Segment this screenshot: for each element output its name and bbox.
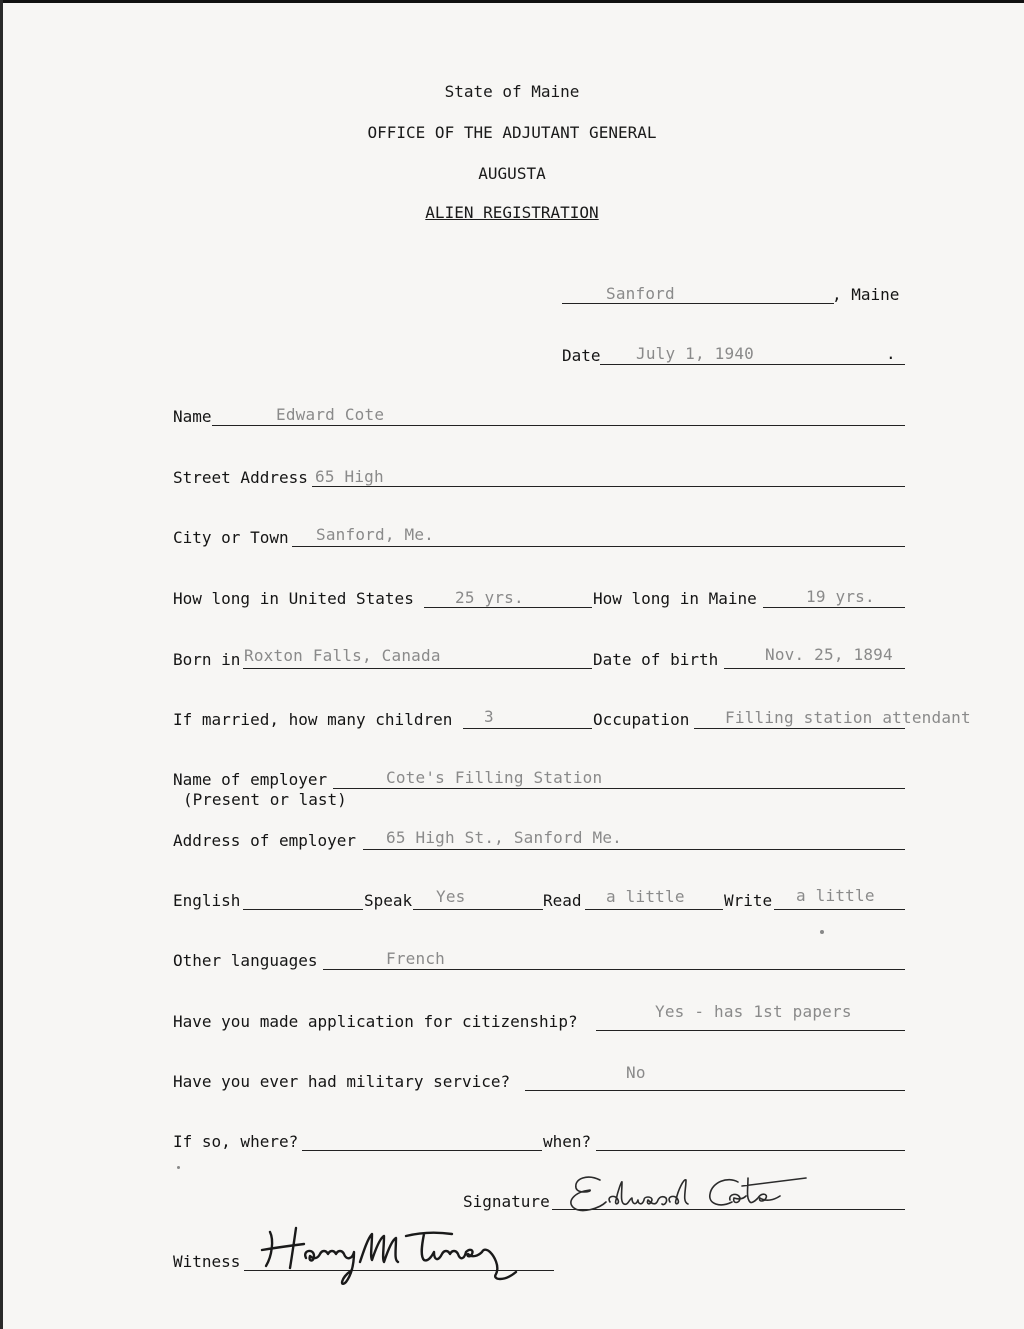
where-label: If so, where? xyxy=(173,1132,299,1151)
maine-years-label: How long in Maine xyxy=(593,589,757,608)
location-suffix: , Maine xyxy=(832,285,900,304)
employer-address-label: Address of employer xyxy=(173,831,357,850)
us-years-line xyxy=(424,607,592,608)
read-line xyxy=(585,909,723,910)
ink-speck xyxy=(820,930,824,934)
location-value: Sanford xyxy=(606,284,675,303)
born-value: Roxton Falls, Canada xyxy=(244,646,441,665)
military-line xyxy=(525,1090,905,1091)
occupation-label: Occupation xyxy=(593,710,690,729)
write-value: a little xyxy=(796,886,875,905)
children-label: If married, how many children xyxy=(173,710,453,729)
write-line xyxy=(774,909,905,910)
city-value: Sanford, Me. xyxy=(316,525,434,544)
date-line xyxy=(600,364,905,365)
city-label: City or Town xyxy=(173,528,289,547)
birth-date-line xyxy=(724,668,905,669)
write-label: Write xyxy=(724,891,773,910)
speak-label: Speak xyxy=(364,891,413,910)
citizenship-value: Yes - has 1st papers xyxy=(655,1002,852,1021)
birth-date-label: Date of birth xyxy=(593,650,719,669)
date-label: Date xyxy=(562,346,601,365)
name-line xyxy=(212,425,905,426)
when-line xyxy=(596,1150,905,1151)
occupation-line xyxy=(694,728,905,729)
name-label: Name xyxy=(173,407,212,426)
street-label: Street Address xyxy=(173,468,308,487)
header-city: AUGUSTA xyxy=(478,164,546,183)
us-years-label: How long in United States xyxy=(173,589,414,608)
location-line xyxy=(562,303,834,304)
born-label: Born in xyxy=(173,650,241,669)
date-value: July 1, 1940 xyxy=(636,344,754,363)
ink-speck-2 xyxy=(177,1166,180,1169)
employer-address-value: 65 High St., Sanford Me. xyxy=(386,828,622,847)
military-label: Have you ever had military service? xyxy=(173,1072,511,1091)
date-end: . xyxy=(886,344,896,363)
where-line xyxy=(302,1150,542,1151)
citizenship-line xyxy=(596,1030,905,1031)
military-value: No xyxy=(626,1063,646,1082)
employer-label: Name of employer xyxy=(173,770,328,789)
other-languages-value: French xyxy=(386,949,445,968)
english-line xyxy=(243,909,363,910)
header-state: State of Maine xyxy=(444,82,580,101)
children-value: 3 xyxy=(484,707,494,726)
employer-value: Cote's Filling Station xyxy=(386,768,603,787)
born-line xyxy=(243,668,592,669)
employer-address-line xyxy=(363,849,905,850)
when-label: when? xyxy=(543,1132,592,1151)
header-office: OFFICE OF THE ADJUTANT GENERAL xyxy=(367,123,657,142)
maine-years-value: 19 yrs. xyxy=(806,587,875,606)
other-languages-line xyxy=(323,969,905,970)
city-line xyxy=(292,546,905,547)
citizenship-label: Have you made application for citizenship? xyxy=(173,1012,578,1031)
employer-line xyxy=(333,788,905,789)
birth-date-value: Nov. 25, 1894 xyxy=(765,645,893,664)
children-line xyxy=(463,728,592,729)
other-languages-label: Other languages xyxy=(173,951,318,970)
read-label: Read xyxy=(543,891,582,910)
us-years-value: 25 yrs. xyxy=(455,588,524,607)
english-label: English xyxy=(173,891,241,910)
maine-years-line xyxy=(763,607,905,608)
employer-sublabel: (Present or last) xyxy=(183,790,347,809)
scan-edge-left xyxy=(0,0,3,1329)
occupation-value: Filling station attendant xyxy=(725,708,971,727)
speak-value: Yes xyxy=(436,887,466,906)
witness-handwriting xyxy=(256,1222,556,1290)
form-title: ALIEN REGISTRATION xyxy=(425,203,599,222)
signature-handwriting xyxy=(560,1168,820,1216)
speak-line xyxy=(413,909,543,910)
signature-label: Signature xyxy=(463,1192,550,1211)
street-value: 65 High xyxy=(315,467,384,486)
name-value: Edward Cote xyxy=(276,405,385,424)
scan-edge-top xyxy=(0,0,1024,3)
street-line xyxy=(312,486,905,487)
witness-label: Witness xyxy=(173,1252,241,1271)
read-value: a little xyxy=(606,887,685,906)
